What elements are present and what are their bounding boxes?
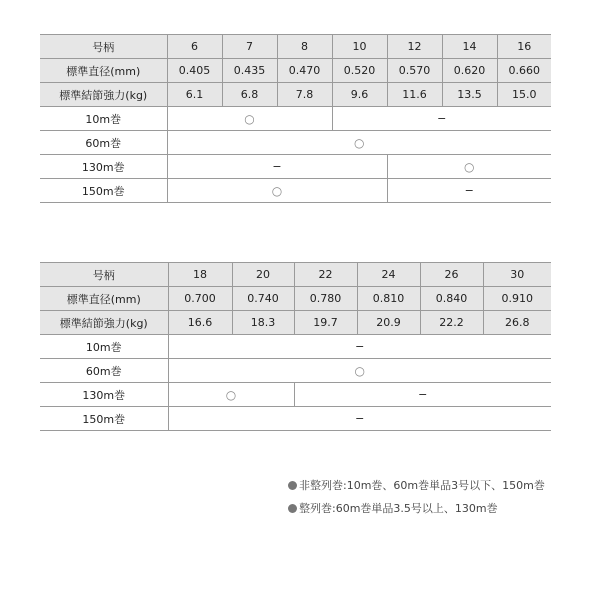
unavailable-dash: − — [387, 179, 551, 203]
spec-table-2 — [40, 262, 551, 431]
strength-cell: 19.7 — [294, 311, 357, 335]
diameter-cell: 0.435 — [222, 59, 277, 83]
availability-circle-icon: ○ — [167, 131, 551, 155]
size-cell: 20 — [232, 263, 294, 287]
diameter-row — [40, 59, 551, 83]
bullet-icon — [288, 481, 297, 490]
size-cell: 16 — [497, 35, 551, 59]
note-aligned — [288, 497, 545, 520]
strength-cell: 16.6 — [168, 311, 232, 335]
length-row-150m — [40, 407, 551, 431]
size-cell: 22 — [294, 263, 357, 287]
size-header: 号柄 — [40, 35, 167, 59]
length-label: 10m巻 — [40, 107, 167, 131]
length-label: 130m巻 — [40, 155, 167, 179]
strength-cell: 13.5 — [442, 83, 497, 107]
strength-cell: 15.0 — [497, 83, 551, 107]
strength-cell: 9.6 — [332, 83, 387, 107]
diameter-cell: 0.840 — [420, 287, 483, 311]
size-header: 号柄 — [40, 263, 168, 287]
size-cell: 14 — [442, 35, 497, 59]
unavailable-dash: − — [332, 107, 551, 131]
diameter-row — [40, 287, 551, 311]
length-label: 10m巻 — [40, 335, 168, 359]
length-row-130m — [40, 155, 551, 179]
length-label: 60m巻 — [40, 359, 168, 383]
diameter-cell: 0.470 — [277, 59, 332, 83]
diameter-cell: 0.570 — [387, 59, 442, 83]
bullet-icon — [288, 504, 297, 513]
size-row — [40, 35, 551, 59]
strength-cell: 11.6 — [387, 83, 442, 107]
diameter-cell: 0.620 — [442, 59, 497, 83]
length-label: 150m巻 — [40, 179, 167, 203]
length-label: 60m巻 — [40, 131, 167, 155]
size-cell: 12 — [387, 35, 442, 59]
strength-row — [40, 83, 551, 107]
size-cell: 30 — [483, 263, 551, 287]
strength-cell: 7.8 — [277, 83, 332, 107]
diameter-header: 標準直径(mm) — [40, 59, 167, 83]
strength-cell: 20.9 — [357, 311, 420, 335]
diameter-cell: 0.810 — [357, 287, 420, 311]
note-text: 整列巻:60m巻単品3.5号以上、130m巻 — [299, 502, 498, 515]
strength-cell: 26.8 — [483, 311, 551, 335]
note-text: 非整列巻:10m巻、60m巻単品3号以下、150m巻 — [299, 479, 545, 492]
size-cell: 26 — [420, 263, 483, 287]
size-cell: 24 — [357, 263, 420, 287]
length-row-60m — [40, 359, 551, 383]
unavailable-dash: − — [167, 155, 387, 179]
diameter-cell: 0.740 — [232, 287, 294, 311]
unavailable-dash: − — [294, 383, 551, 407]
availability-circle-icon: ○ — [167, 107, 332, 131]
unavailable-dash: − — [168, 407, 551, 431]
availability-circle-icon: ○ — [167, 179, 387, 203]
length-row-150m — [40, 179, 551, 203]
diameter-cell: 0.910 — [483, 287, 551, 311]
strength-header: 標準結節強力(kg) — [40, 311, 168, 335]
availability-circle-icon: ○ — [168, 359, 551, 383]
availability-circle-icon: ○ — [168, 383, 294, 407]
strength-cell: 18.3 — [232, 311, 294, 335]
strength-cell: 6.8 — [222, 83, 277, 107]
diameter-cell: 0.660 — [497, 59, 551, 83]
notes — [288, 474, 545, 520]
diameter-cell: 0.700 — [168, 287, 232, 311]
strength-header: 標準結節強力(kg) — [40, 83, 167, 107]
length-row-10m — [40, 335, 551, 359]
availability-circle-icon: ○ — [387, 155, 551, 179]
unavailable-dash: − — [168, 335, 551, 359]
size-cell: 7 — [222, 35, 277, 59]
diameter-header: 標準直径(mm) — [40, 287, 168, 311]
diameter-cell: 0.520 — [332, 59, 387, 83]
strength-cell: 22.2 — [420, 311, 483, 335]
length-row-60m — [40, 131, 551, 155]
length-label: 130m巻 — [40, 383, 168, 407]
size-cell: 6 — [167, 35, 222, 59]
diameter-cell: 0.405 — [167, 59, 222, 83]
length-label: 150m巻 — [40, 407, 168, 431]
strength-cell: 6.1 — [167, 83, 222, 107]
diameter-cell: 0.780 — [294, 287, 357, 311]
size-row — [40, 263, 551, 287]
size-cell: 8 — [277, 35, 332, 59]
spec-table-1 — [40, 34, 551, 203]
size-cell: 18 — [168, 263, 232, 287]
strength-row — [40, 311, 551, 335]
note-non-aligned — [288, 474, 545, 497]
length-row-130m — [40, 383, 551, 407]
size-cell: 10 — [332, 35, 387, 59]
length-row-10m — [40, 107, 551, 131]
